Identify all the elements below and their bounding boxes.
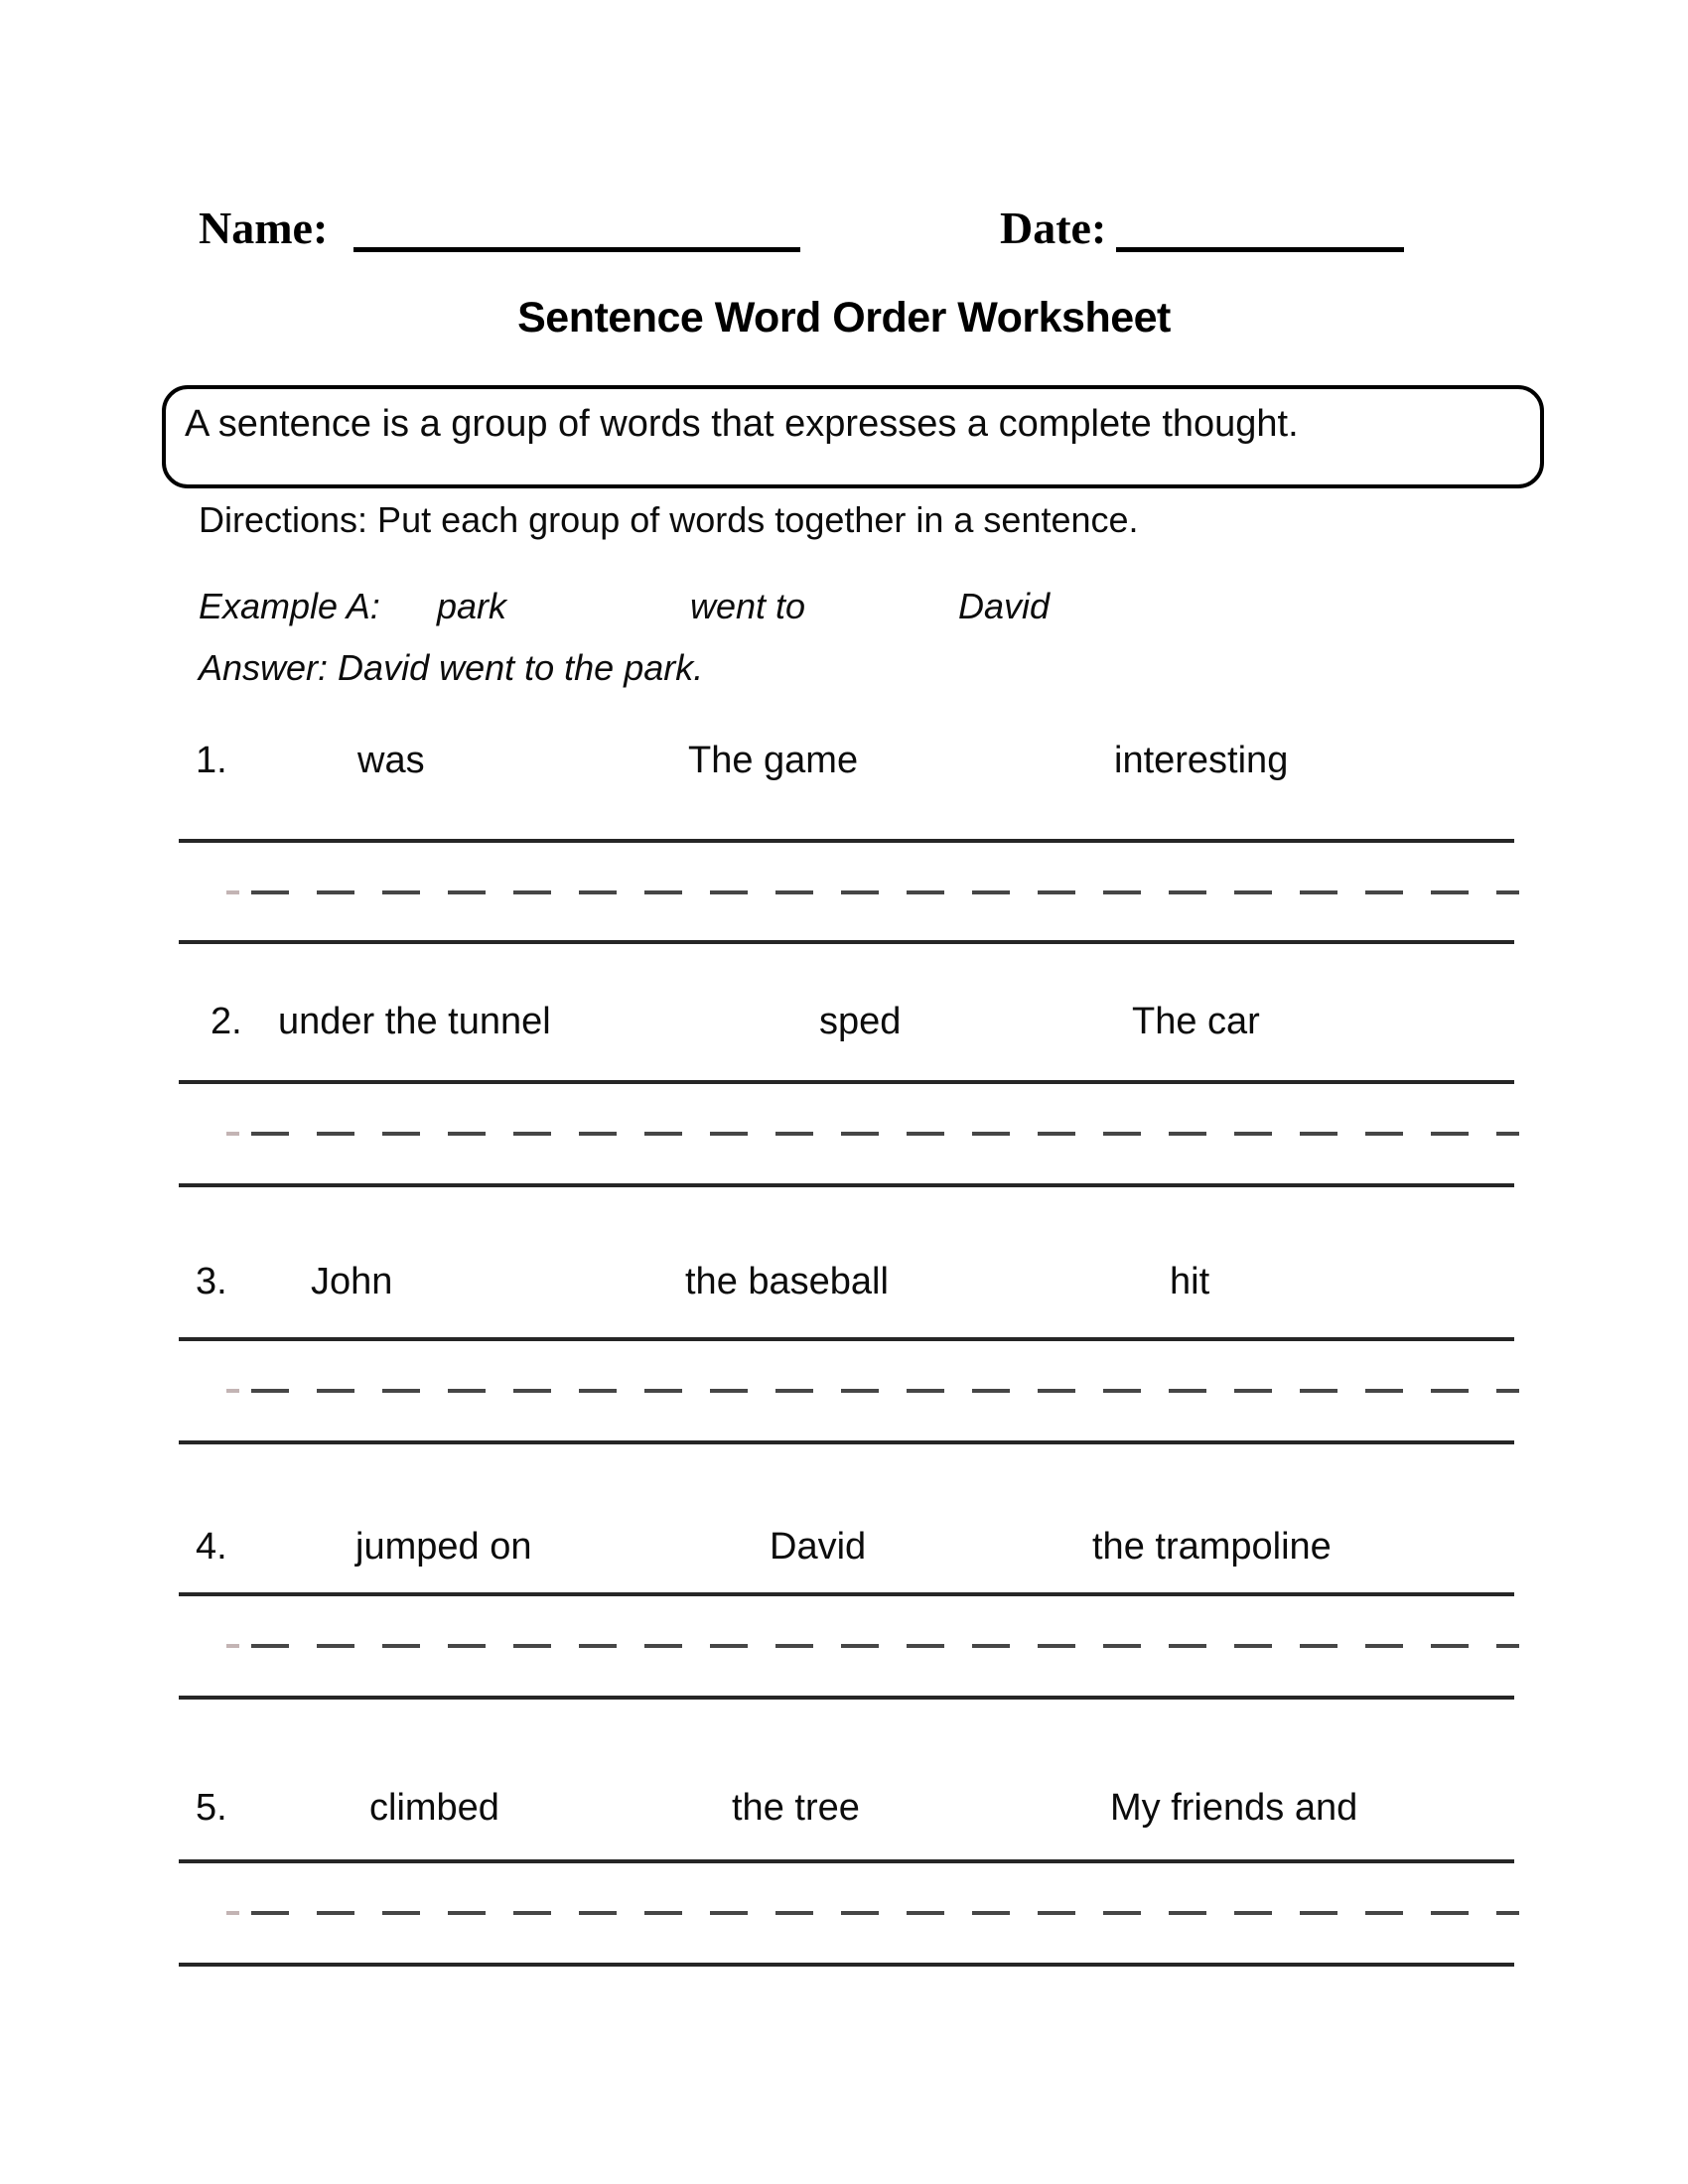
scrambled-word: under the tunnel [278,1001,551,1042]
name-blank[interactable] [353,247,800,252]
starter-dash [226,1132,239,1136]
answer-line-bottom[interactable] [179,1183,1514,1187]
answer-line-top[interactable] [179,839,1514,843]
answer-line-bottom[interactable] [179,1963,1514,1967]
answer-line-bottom[interactable] [179,1440,1514,1444]
dashed-guide-line [251,890,1519,894]
scrambled-word: The car [1132,1001,1260,1042]
question-number: 4. [196,1526,227,1568]
scrambled-word: interesting [1114,740,1289,781]
example-word: park [437,586,507,626]
starter-dash [226,1389,239,1393]
date-label: Date: [1000,203,1107,253]
question-5 [0,1787,1688,1835]
dashed-guide-line [251,1911,1519,1915]
scrambled-word: David [770,1526,867,1568]
scrambled-word: hit [1170,1261,1210,1302]
dashed-guide-line [251,1389,1519,1393]
starter-dash [226,1644,239,1648]
scrambled-word: the tree [732,1787,860,1829]
question-number: 3. [196,1261,227,1302]
definition-text: A sentence is a group of words that expresses a complete thought. [185,403,1299,445]
example-answer: Answer: David went to the park. [199,647,704,688]
example-word: went to [690,586,806,626]
answer-line-bottom[interactable] [179,940,1514,944]
question-number: 5. [196,1787,227,1829]
question-3 [0,1261,1688,1308]
question-2 [0,1001,1688,1048]
scrambled-word: sped [819,1001,902,1042]
question-1 [0,740,1688,787]
answer-line-middle[interactable] [226,1389,1519,1393]
scrambled-word: John [311,1261,393,1302]
scrambled-word: the trampoline [1092,1526,1332,1568]
date-blank[interactable] [1116,247,1404,252]
answer-line-middle[interactable] [226,890,1519,894]
dashed-guide-line [251,1644,1519,1648]
scrambled-word: My friends and [1110,1787,1358,1829]
name-label: Name: [199,203,329,253]
answer-line-middle[interactable] [226,1132,1519,1136]
answer-line-middle[interactable] [226,1644,1519,1648]
question-number: 1. [196,740,227,781]
starter-dash [226,1911,239,1915]
question-number: 2. [211,1001,242,1042]
answer-line-top[interactable] [179,1592,1514,1596]
example-label: Example A: [199,586,380,626]
example-word: David [958,586,1051,626]
scrambled-word: was [357,740,425,781]
example-row [0,586,1688,631]
scrambled-word: The game [688,740,859,781]
starter-dash [226,890,239,894]
answer-line-top[interactable] [179,1080,1514,1084]
answer-line-bottom[interactable] [179,1696,1514,1700]
scrambled-word: jumped on [355,1526,532,1568]
scrambled-word: the baseball [685,1261,889,1302]
question-4 [0,1526,1688,1573]
directions-text: Directions: Put each group of words together in a sentence. [199,499,1139,540]
dashed-guide-line [251,1132,1519,1136]
page-title: Sentence Word Order Worksheet [517,294,1171,341]
scrambled-word: climbed [369,1787,499,1829]
answer-line-top[interactable] [179,1337,1514,1341]
answer-line-top[interactable] [179,1859,1514,1863]
answer-line-middle[interactable] [226,1911,1519,1915]
